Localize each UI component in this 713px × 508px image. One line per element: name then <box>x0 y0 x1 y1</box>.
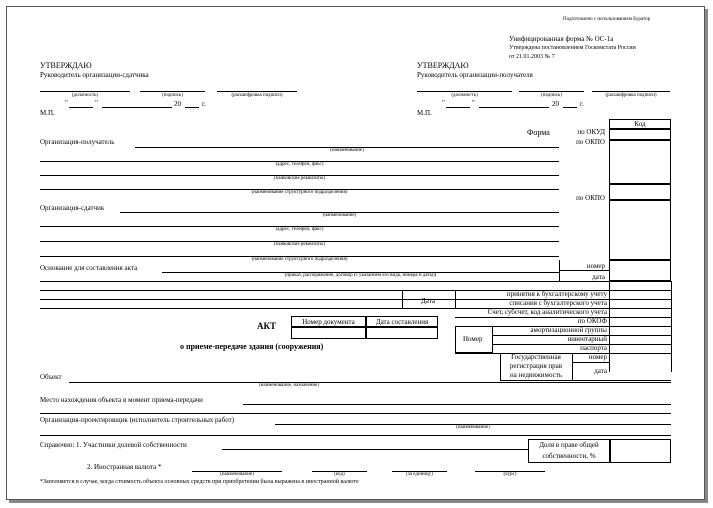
currency-cap-name: (наименование) <box>220 472 254 477</box>
designer-caption: (наименование) <box>456 425 490 430</box>
footnote: *Заполняется в случае, когда стоимость объекта основных средств при приобретении была выражена в иностранной валюте <box>40 479 359 485</box>
location-label: Место нахождения объекта в момент приема-передачи <box>40 396 203 404</box>
accepted-label: принятия к бухгалтерскому учету <box>506 290 607 298</box>
code-okpo2-top-cell <box>609 184 671 200</box>
approved-by: Утверждена постановлением Госкомстата России <box>509 45 636 51</box>
sender-cap-address: (адрес, телефон, факс) <box>275 227 324 232</box>
written-off-label: списания с бухгалтерского учета <box>509 299 607 307</box>
account-label: Счет, субсчет, код аналитического учета <box>487 308 607 316</box>
left-cap-signature: (подпись) <box>162 93 183 98</box>
right-stamp: М.П. <box>417 109 432 117</box>
doc-number-cell[interactable] <box>291 327 366 339</box>
number-group-label: Номер <box>463 335 483 343</box>
right-cap-decoding: (расшифровка подписи) <box>605 93 657 98</box>
document-page <box>6 6 705 500</box>
form-label: Форма <box>527 128 550 137</box>
right-quote-open: " <box>442 99 445 107</box>
left-cap-position: (должность) <box>71 93 99 98</box>
sender-cap-bank: (банковские реквизиты) <box>274 242 325 247</box>
recipient-cap-division: (наименование структурного подразделения) <box>251 190 348 195</box>
left-quote-open: " <box>65 99 68 107</box>
basis-caption: (приказ, распоряжение, договор (с указанием его вида, номера и даты)) <box>284 273 437 278</box>
designer-label: Организация-проектировщик (исполнитель строительных работ) <box>40 416 235 424</box>
state-reg-line2: регистрация прав <box>509 362 563 370</box>
code-header: Код <box>609 119 671 129</box>
left-year-prefix: 20 <box>174 100 181 108</box>
approved-date: от 21.01.2003 № 7 <box>509 54 555 60</box>
share-cell[interactable] <box>610 439 671 463</box>
code-okpo1-cell[interactable] <box>609 140 671 184</box>
currency-cap-per-unit: (за единицу) <box>406 472 433 477</box>
object-caption: (наименование, назначение) <box>259 383 319 388</box>
inventory-label: инвентарный <box>567 335 607 343</box>
right-year-prefix: 20 <box>552 100 559 108</box>
basis-code-cell[interactable] <box>609 260 671 281</box>
state-reg-line3: на недвижимость <box>509 371 563 379</box>
form-name: Унифицированная форма № ОС-1а <box>509 35 614 43</box>
currency-label: 2. Иностранная валюта * <box>87 463 162 471</box>
approve-left-subtitle: Руководитель организации-сдатчика <box>40 71 149 79</box>
recipient-label: Организация-получатель <box>40 138 115 146</box>
left-stamp: М.П. <box>40 109 55 117</box>
left-year-suffix: г. <box>202 100 206 108</box>
reg-date-label: дата <box>594 367 607 375</box>
act-subtitle: о приеме-передаче здания (сооружения) <box>180 342 324 351</box>
sender-cap-name: (наименование) <box>322 213 357 218</box>
currency-cap-rate: (курс) <box>503 472 517 477</box>
approve-right-title: УТВЕРЖДАЮ <box>417 61 469 70</box>
sender-label: Организация-сдатчик <box>40 204 105 212</box>
state-reg-line1: Государственная <box>511 353 561 361</box>
left-quote-close: " <box>95 99 98 107</box>
code-okud-cell[interactable] <box>609 129 671 140</box>
right-year-suffix: г. <box>580 100 584 108</box>
reference-label: Справочно: 1. Участники долевой собственности <box>40 441 187 449</box>
depreciation-label: амортизационной группы <box>530 326 607 334</box>
basis-number-label: номер <box>586 262 605 270</box>
recipient-cap-bank: (банковские реквизиты) <box>274 176 325 181</box>
okpo1-label: по ОКПО <box>576 138 605 146</box>
okud-label: по ОКУД <box>577 128 605 136</box>
basis-date-label: дата <box>592 273 605 281</box>
code-okpo2-cell[interactable] <box>609 200 671 260</box>
share-line1: Доля в праве общей <box>539 441 599 449</box>
okpo2-label: по ОКПО <box>576 194 605 202</box>
doc-date-cell[interactable] <box>366 327 438 339</box>
share-line2: собственности, % <box>542 452 596 460</box>
passport-label: паспорта <box>580 344 607 352</box>
date-label: Дата <box>421 297 435 305</box>
right-quote-close: " <box>472 99 475 107</box>
right-cap-position: (должность) <box>451 93 478 98</box>
doc-number-header: Номер документа <box>291 316 366 327</box>
recipient-cap-name: (наименование) <box>330 148 364 153</box>
act-title: АКТ <box>257 321 277 331</box>
doc-date-header: Дата составления <box>366 316 438 327</box>
basis-label: Основание для составления акта <box>40 264 138 272</box>
currency-cap-code: (код) <box>334 472 345 477</box>
okof-label: по ОКОФ <box>577 317 607 325</box>
reg-number-label: номер <box>588 353 607 361</box>
sender-cap-division: (наименование структурного подразделения) <box>251 257 348 262</box>
approve-left-title: УТВЕРЖДАЮ <box>40 61 92 70</box>
approve-right-subtitle: Руководитель организации-получателя <box>417 71 533 79</box>
recipient-cap-address: (адрес, телефон, факс) <box>275 162 324 167</box>
prepared-with: Подготовлено с использованием Буратор <box>563 17 651 22</box>
right-cap-signature: (подпись) <box>541 93 562 98</box>
object-label: Объект <box>40 373 62 381</box>
left-cap-decoding: (расшифровка подписи) <box>231 93 283 98</box>
